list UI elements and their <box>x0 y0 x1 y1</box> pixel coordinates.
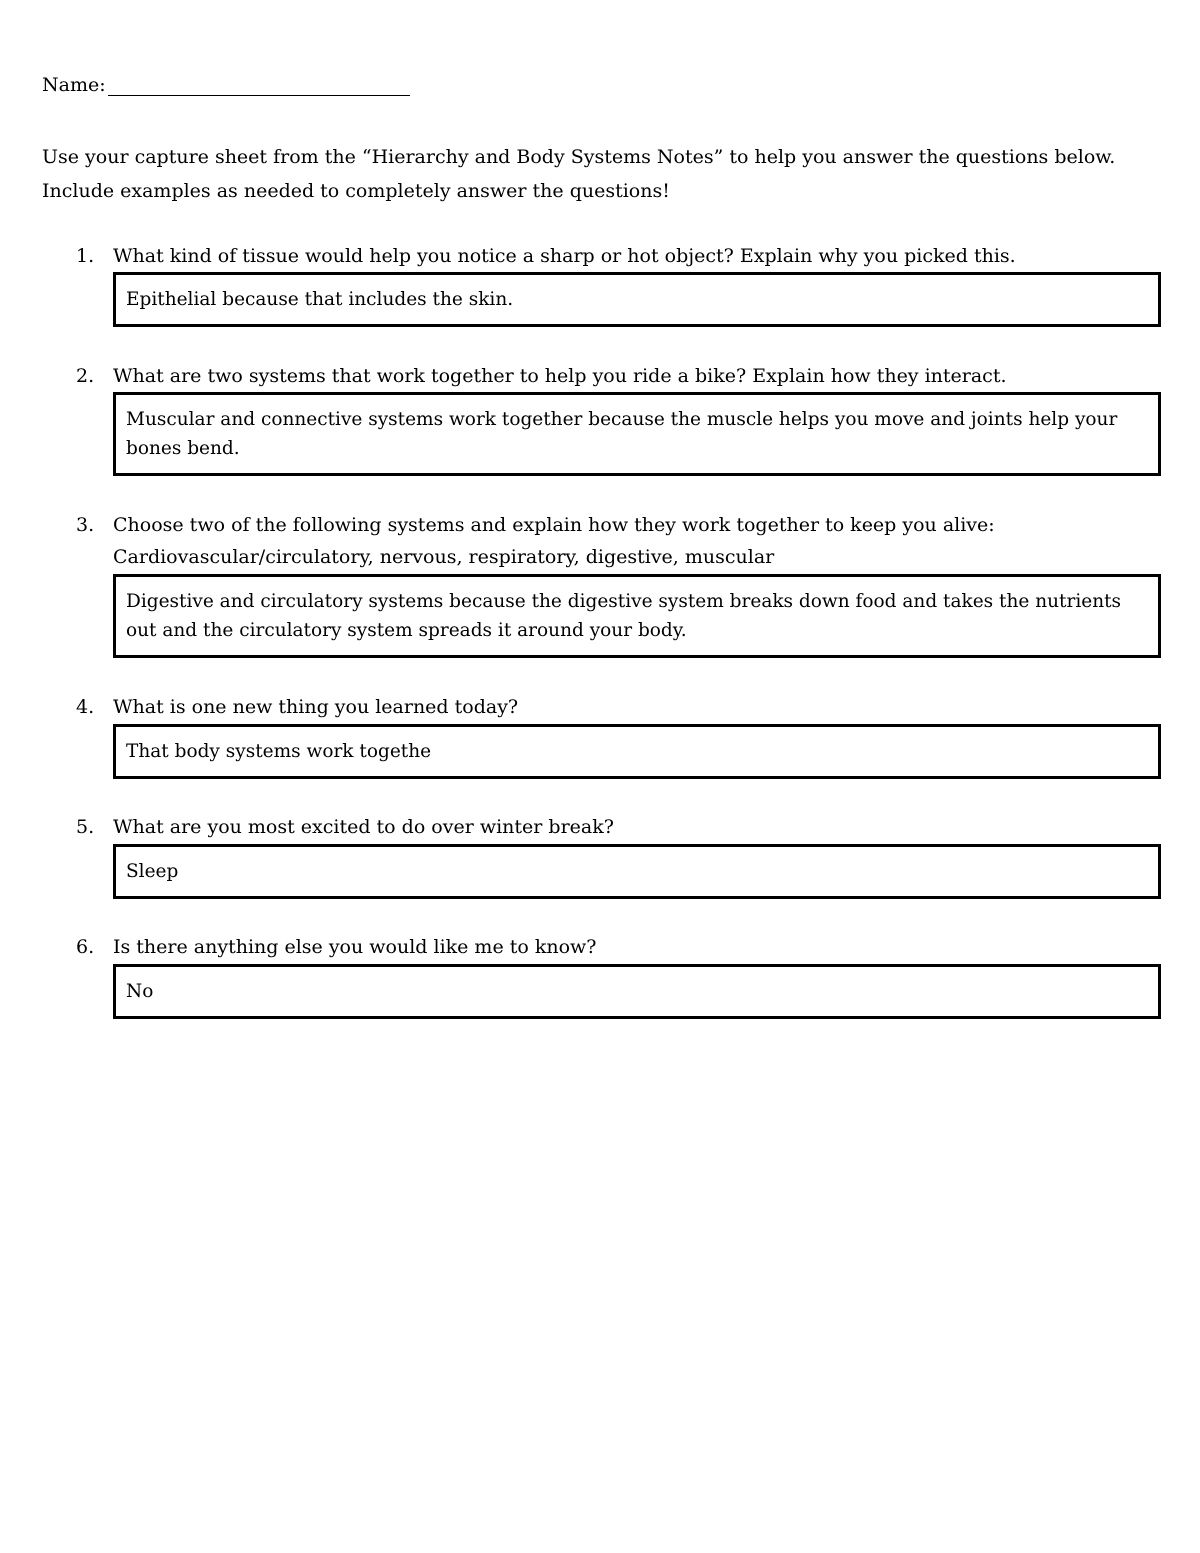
question-number: 3. <box>76 514 95 536</box>
instructions-line-1: Use your capture sheet from the “Hierarchy and Body Systems Notes” to help you answer the questions below. <box>42 146 1116 168</box>
question-number: 5. <box>76 816 95 838</box>
question-number: 2. <box>76 365 95 387</box>
instructions <box>42 140 1162 208</box>
answer-box[interactable]: Sleep <box>113 844 1161 899</box>
question-text: Is there anything else you would like me to know? <box>113 936 597 958</box>
name-blank-line[interactable] <box>108 75 410 96</box>
question-text: What are you most excited to do over winter break? <box>113 816 614 838</box>
answer-box[interactable]: That body systems work togethe <box>113 724 1161 779</box>
question-text-options: Cardiovascular/circulatory, nervous, respiratory, digestive, muscular <box>113 546 775 568</box>
question-number: 4. <box>76 696 95 718</box>
name-row <box>42 74 410 96</box>
question-text: What is one new thing you learned today? <box>113 696 519 718</box>
answer-box[interactable]: No <box>113 964 1161 1019</box>
question-text: What are two systems that work together to help you ride a bike? Explain how they interact. <box>113 365 1007 387</box>
answer-box[interactable]: Digestive and circulatory systems because the digestive system breaks down food and takes the nutrients out and the circulatory system spreads it around your body. <box>113 574 1161 658</box>
instructions-line-2: Include examples as needed to completely answer the questions! <box>42 180 670 202</box>
answer-box[interactable]: Epithelial because that includes the skin. <box>113 272 1161 327</box>
question-text: Choose two of the following systems and explain how they work together to keep you alive: <box>113 514 995 536</box>
question-number: 6. <box>76 936 95 958</box>
question-text: What kind of tissue would help you notice a sharp or hot object? Explain why you picked this. <box>113 245 1016 267</box>
name-label: Name: <box>42 74 106 96</box>
question-number: 1. <box>76 245 95 267</box>
answer-box[interactable]: Muscular and connective systems work together because the muscle helps you move and joints help your bones bend. <box>113 392 1161 476</box>
